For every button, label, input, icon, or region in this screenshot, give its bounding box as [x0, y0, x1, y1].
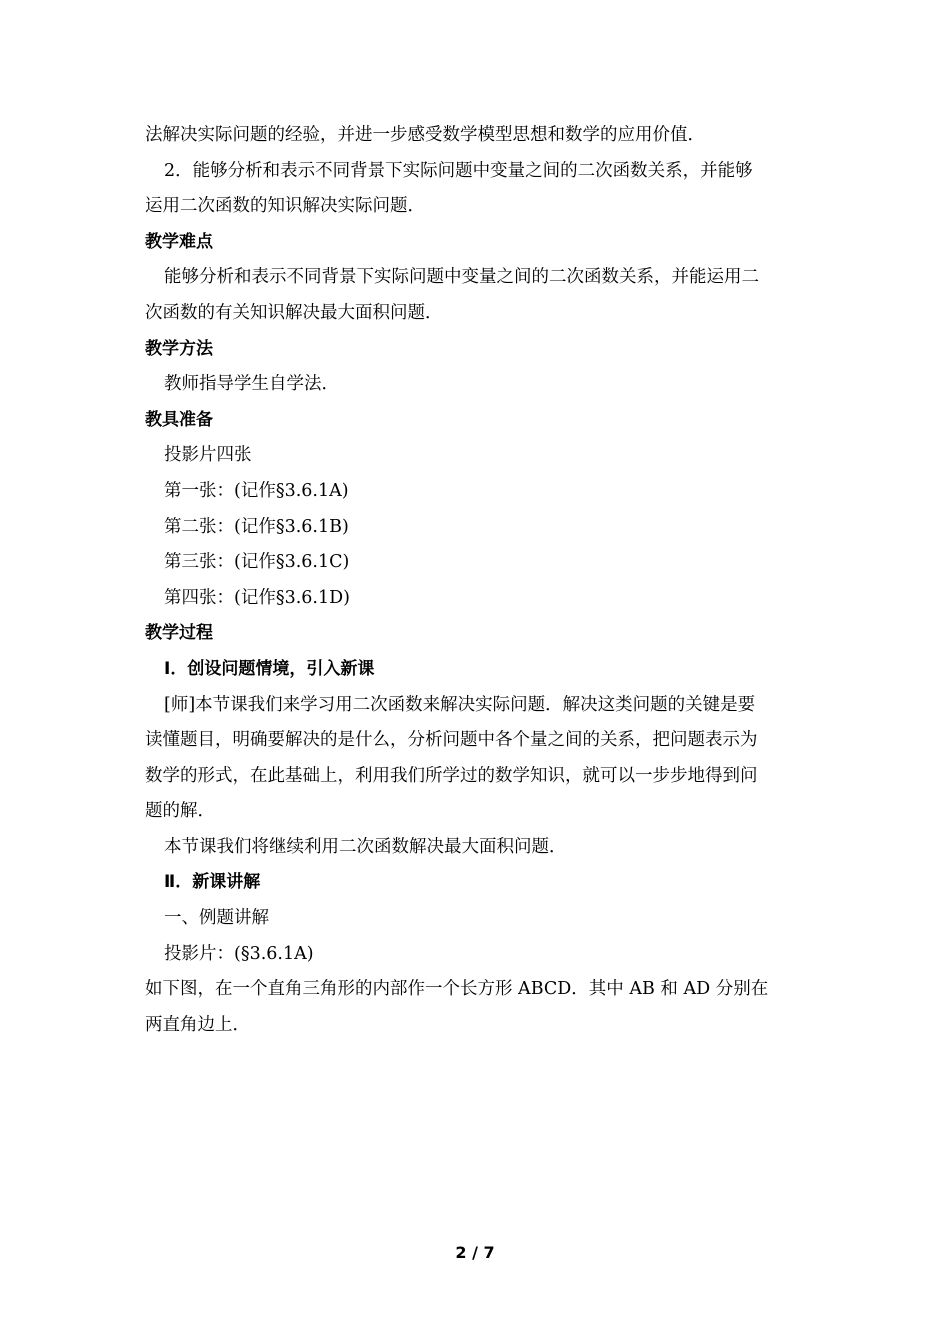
text-line: 第二张：(记作§3.6.1B)	[164, 516, 349, 537]
text-line: 投影片四张	[164, 445, 252, 466]
page-number: 2 / 7	[455, 1243, 495, 1262]
subsection-heading: Ⅱ．新课讲解	[164, 872, 261, 893]
text-line: 第三张：(记作§3.6.1C)	[164, 552, 350, 573]
text-line: 本节课我们将继续利用二次函数解决最大面积问题．	[164, 836, 567, 857]
text-line: 题的解．	[145, 801, 215, 822]
section-heading: 教具准备	[145, 409, 213, 430]
text-line: 如下图，在一个直角三角形的内部作一个长方形 ABCD．其中 AB 和 AD 分别在	[145, 979, 769, 1000]
text-line: 次函数的有关知识解决最大面积问题．	[145, 302, 443, 323]
section-heading: 教学方法	[145, 338, 213, 359]
text-line: 2．能够分析和表示不同背景下实际问题中变量之间的二次函数关系，并能够	[164, 160, 753, 181]
text-line: 教师指导学生自学法．	[164, 374, 339, 395]
section-heading: 教学难点	[145, 231, 213, 252]
text-line: 两直角边上．	[145, 1014, 250, 1035]
text-line: [师]本节课我们来学习用二次函数来解决实际问题．解决这类问题的关键是要	[164, 694, 756, 715]
text-line: 运用二次函数的知识解决实际问题．	[145, 196, 425, 217]
document-body	[145, 118, 810, 1043]
text-line: 第四张：(记作§3.6.1D)	[164, 587, 350, 608]
text-line: 法解决实际问题的经验，并进一步感受数学模型思想和数学的应用价值．	[145, 125, 705, 145]
subsection-heading: Ⅰ．创设问题情境，引入新课	[164, 658, 375, 679]
text-line: 能够分析和表示不同背景下实际问题中变量之间的二次函数关系，并能运用二	[164, 267, 759, 288]
text-line: 一、例题讲解	[164, 908, 269, 929]
text-line: 读懂题目，明确要解决的是什么，分析问题中各个量之间的关系，把问题表示为	[145, 730, 758, 751]
text-line: 数学的形式，在此基础上，利用我们所学过的数学知识，就可以一步步地得到问	[145, 765, 758, 786]
text-line: 投影片：(§3.6.1A)	[164, 943, 314, 964]
text-line: 第一张：(记作§3.6.1A)	[164, 480, 349, 501]
section-heading: 教学过程	[145, 623, 213, 644]
